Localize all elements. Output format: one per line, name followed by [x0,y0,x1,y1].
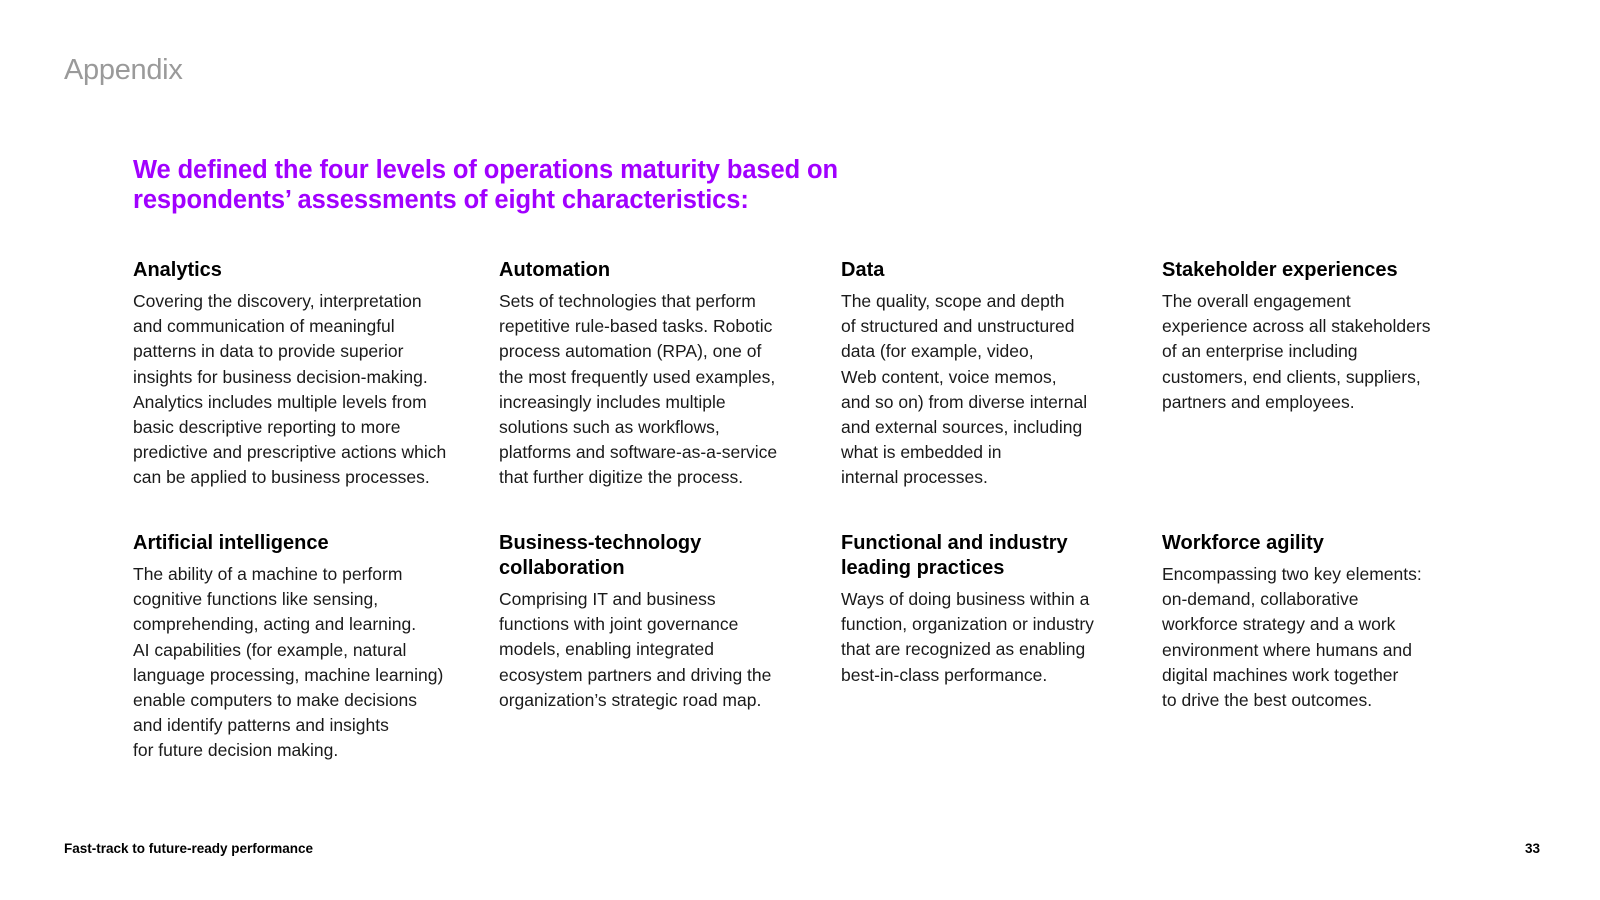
characteristic-analytics [133,258,483,491]
characteristic-title: Automation [499,259,611,281]
characteristic-description: Sets of technologies that perform repetitive rule-based tasks. Robotic process automation (RPA), one of the most frequently used examples, increasingly includes multiple solutions such as workflows, platforms and software-as-a-service that further digitize the process. [499,291,778,488]
characteristic-description: Comprising IT and business functions with joint governance models, enabling integrated ecosystem partners and driving the organization’s strategic road map. [499,589,772,710]
characteristic-title: Analytics [133,259,222,281]
footer-document-title: Fast-track to future-ready performance [64,841,314,856]
characteristic-description: The ability of a machine to perform cognitive functions like sensing, comprehending, acting and learning. AI capabilities (for example, natural language processing, machine learning) enable computers to make decisions and identify patterns and insights for future decision making. [133,564,444,761]
characteristic-title: Workforce agility [1162,532,1324,554]
characteristic-title: Functional and industry leading practices [841,532,1068,579]
characteristic-data [841,258,1151,491]
page-headline: We defined the four levels of operations maturity based on respondents’ assessments of eight characteristics: [133,156,839,214]
characteristic-stakeholder-experiences [1162,258,1462,415]
characteristic-description: The overall engagement experience across all stakeholders of an enterprise including customers, end clients, suppliers, partners and employees. [1162,291,1431,412]
characteristic-automation [499,258,829,491]
characteristic-workforce-agility [1162,531,1462,713]
section-label: Appendix [64,54,183,86]
characteristic-artificial-intelligence [133,531,483,764]
characteristic-business-technology-collaboration [499,531,829,713]
characteristic-description: Covering the discovery, interpretation and communication of meaningful patterns in data to provide superior insights for business decision-making. Analytics includes multiple levels from basic descriptive reporting to more predictive and prescriptive actions which can be applied to business processes. [133,291,447,488]
page-number: 33 [1524,841,1540,856]
characteristic-title: Stakeholder experiences [1162,259,1398,281]
characteristic-title: Data [841,259,885,281]
characteristic-title: Artificial intelligence [133,532,329,554]
characteristic-title: Business-technology collaboration [499,532,702,579]
characteristic-description: Encompassing two key elements: on-demand, collaborative workforce strategy and a work environment where humans and digital machines work together to drive the best outcomes. [1162,564,1422,711]
characteristic-description: Ways of doing business within a function, organization or industry that are recognized as enabling best-in-class performance. [841,589,1094,685]
characteristic-functional-industry-practices [841,531,1151,688]
characteristic-description: The quality, scope and depth of structured and unstructured data (for example, video, Web content, voice memos, and so on) from diverse internal and external sources, including what is embedded in internal processes. [841,291,1088,488]
